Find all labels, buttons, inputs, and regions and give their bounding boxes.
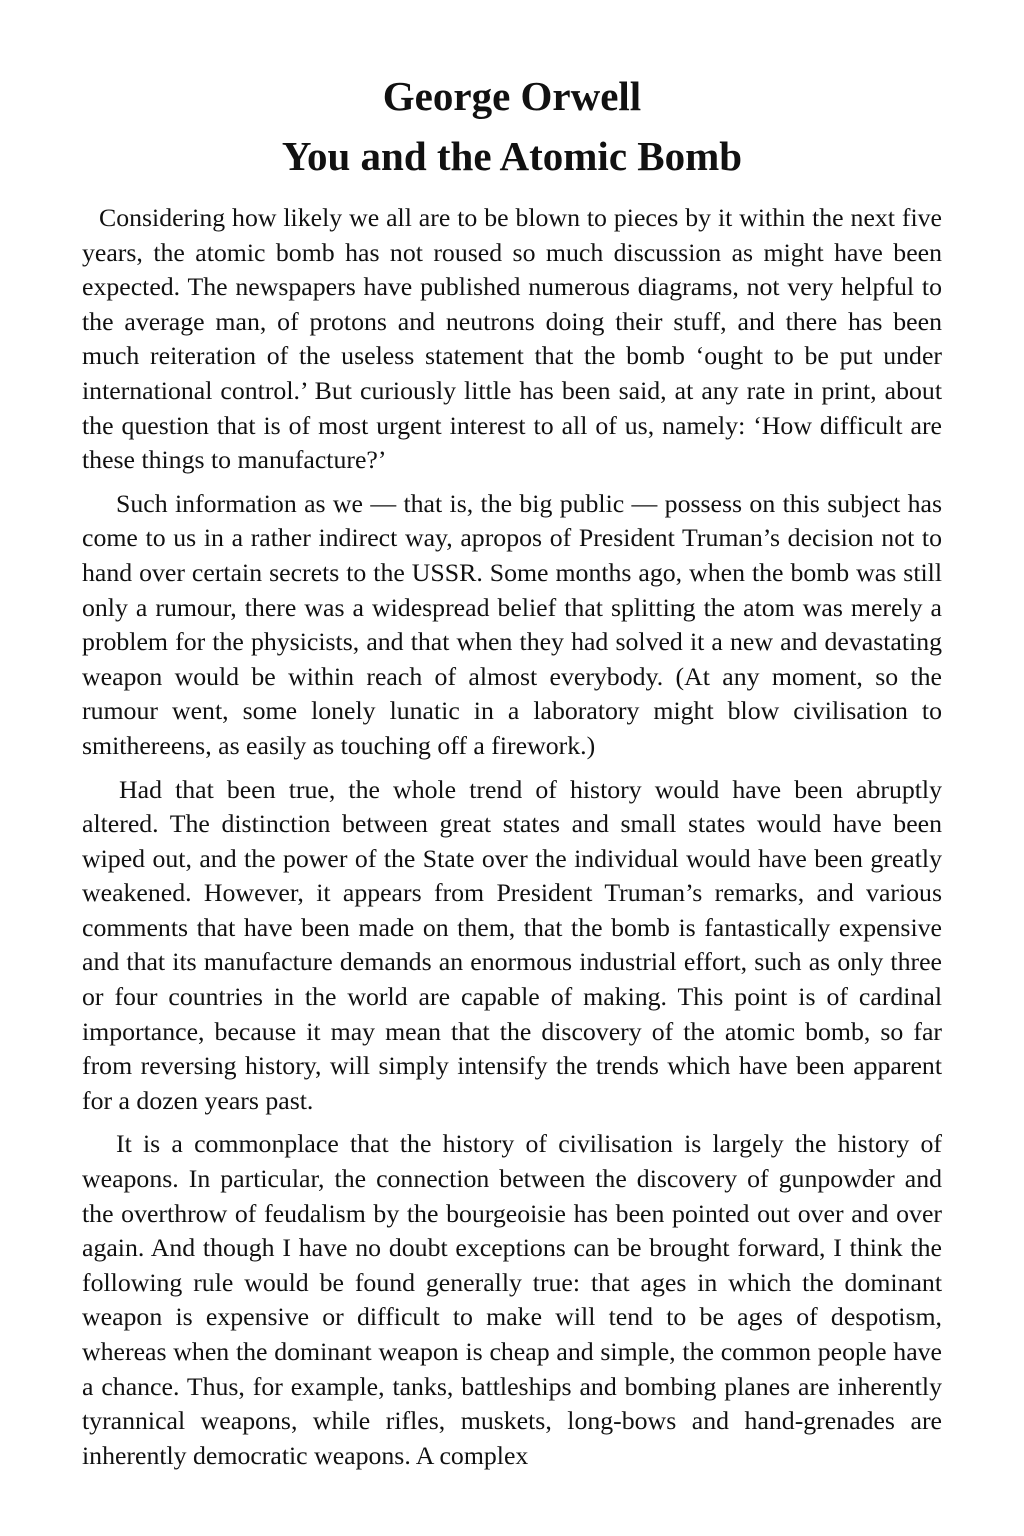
document-page xyxy=(82,66,942,1482)
paragraph: Considering how likely we all are to be blown to pieces by it within the next five years, the atomic bomb has not roused so much discussion as might have been expected. The newspapers have published numerous diagrams, not very helpful to the average man, of protons and neutrons doing their stuff, and there has been much reiteration of the useless statement that the bomb ‘ought to be put under international control.’ But curiously little has been said, at any rate in print, about the question that is of most urgent interest to all of us, namely: ‘How difficult are these things to manufacture?’ xyxy=(82,203,942,475)
essay-title: You and the Atomic Bomb xyxy=(281,133,743,179)
title-block xyxy=(82,66,942,186)
paragraph: It is a commonplace that the history of civilisation is largely the history of weapons. In particular, the connection between the discovery of gunpowder and the overthrow of feudalism by the bourgeoisie has been pointed out over and over again. And though I have no doubt exceptions can be brought forward, I think the following rule would be found generally true: that ages in which the dominant weapon is expensive or difficult to make will tend to be ages of despotism, whereas when the dominant weapon is cheap and simple, the common people have a chance. Thus, for example, tanks, battleships and bombing planes are inherently tyrannical weapons, while rifles, muskets, long-bows and hand-grenades are inherently democratic weapons. A complex xyxy=(82,1129,942,1470)
paragraph: Such information as we — that is, the big public — possess on this subject has come to us in a rather indirect way, apropos of President Truman’s decision not to hand over certain secrets to the USSR. Some months ago, when the bomb was still only a rumour, there was a widespread belief that splitting the atom was merely a problem for the physicists, and that when they had solved it a new and devastating weapon would be within reach of almost everybody. (At any moment, so the rumour went, some lonely lunatic in a laboratory might blow civilisation to smithereens, as easily as touching off a firework.) xyxy=(82,488,942,760)
paragraph: Had that been true, the whole trend of history would have been abruptly altered. The distinction between great states and small states would have been wiped out, and the power of the State over the individual would have been greatly weakened. However, it appears from President Truman’s remarks, and various comments that have been made on them, that the bomb is fantastically expensive and that its manufacture demands an enormous industrial effort, such as only three or four countries in the world are capable of making. This point is of cardinal importance, because it may mean that the discovery of the atomic bomb, so far from reversing history, will simply intensify the trends which have been apparent for a dozen years past. xyxy=(82,774,942,1115)
author-heading: George Orwell xyxy=(382,73,642,119)
